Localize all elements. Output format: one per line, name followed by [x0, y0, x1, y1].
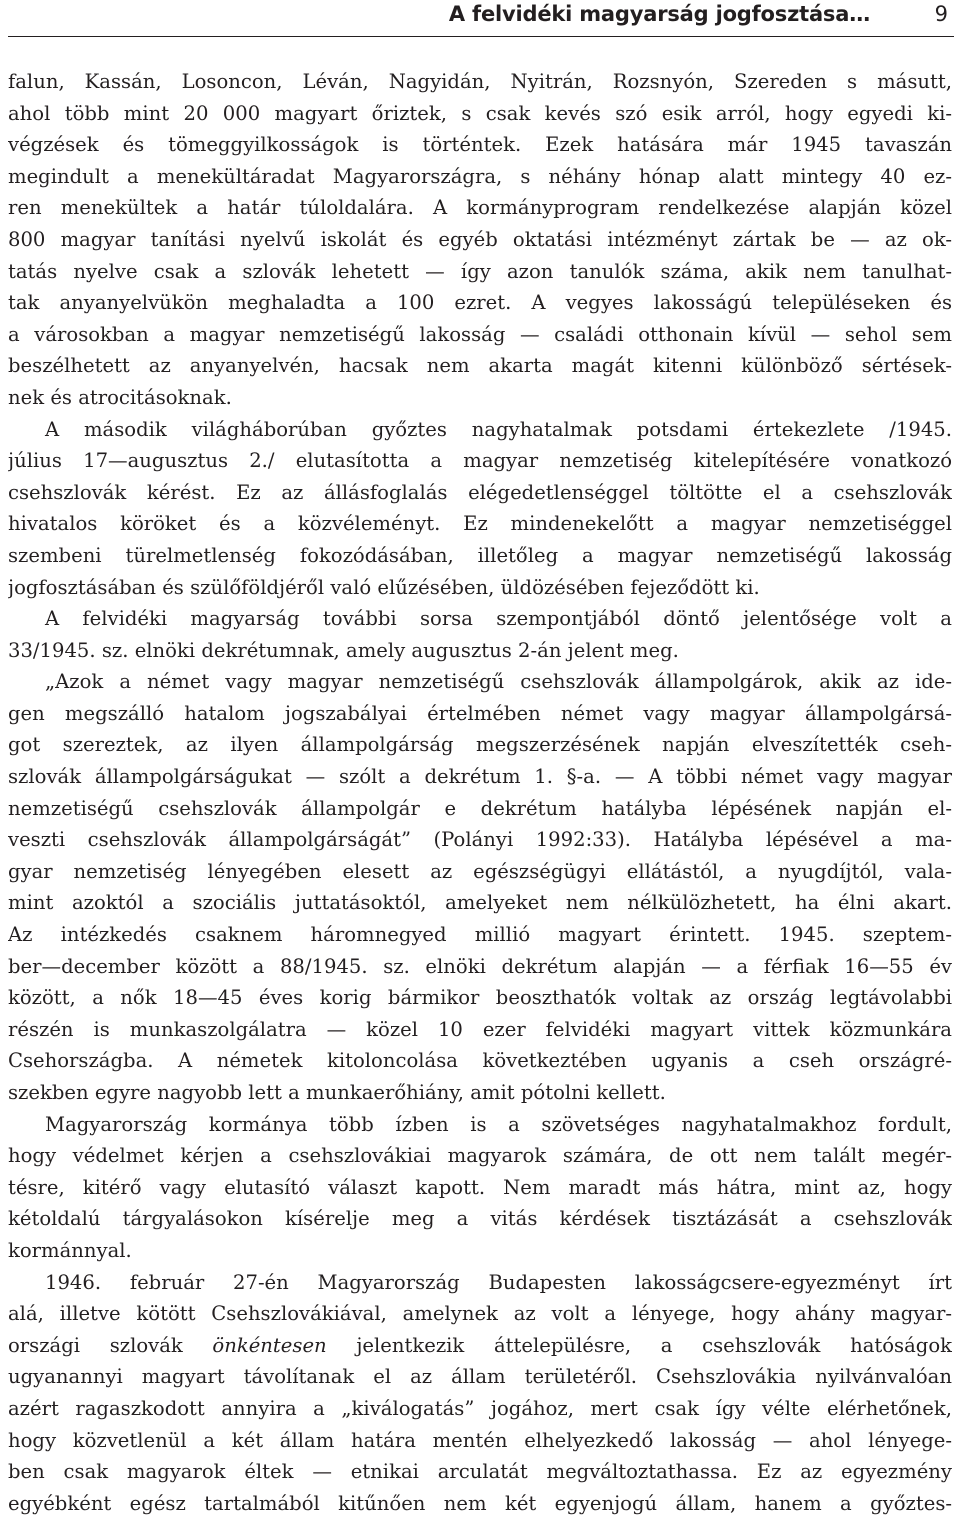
text-line: részén is munkaszolgálatra — közel 10 ezer felvidéki magyart vittek közmunkára [8, 1017, 952, 1041]
text-line: hivatalos köröket és a közvéleményt. Ez mindenekelőtt a magyar nemzetiséggel [8, 512, 952, 536]
text-line: 1946. február 27-én Magyarország Budapesten lakosságcsere-egyezményt írt [45, 1270, 952, 1294]
text-line: tak anyanyelvükön meghaladta a 100 ezret. A vegyes lakosságú településeken és [8, 291, 952, 315]
text-line: ahol több mint 20 000 magyart őriztek, s csak kevés szó esik arról, hogy egyedi ki- [8, 101, 952, 125]
text-line: egyébként egész tartalmából kitűnően nem két egyenjogú állam, hanem a győztes- [8, 1491, 952, 1515]
text-line: ugyanannyi magyart távolítanak el az állam területéről. Csehszlovákia nyilvánvalóan [8, 1365, 952, 1389]
text-line: got szereztek, az ilyen állampolgárság megszerzésének napján elveszítették cseh- [8, 733, 952, 757]
text-line: végzések és tömeggyilkosságok is történtek. Ezek hatására már 1945 tavaszán [8, 133, 952, 157]
text-line: „Azok a német vagy magyar nemzetiségű csehszlovák állampolgárok, akik az ide- [45, 670, 952, 694]
text-line: országi szlovák önkéntesen jelentkezik áttelepülésre, a csehszlovák hatóságok [8, 1333, 952, 1357]
text-line: beszélhetett az anyanyelvén, hacsak nem akarta magát kitenni különböző sértések- [8, 354, 952, 378]
text-line: tésre, kitérő vagy elutasító választ kapott. Nem maradt más hátra, mint az, hogy [8, 1175, 952, 1199]
text-line: nek és atrocitásoknak. [8, 385, 232, 409]
text-line: 33/1945. sz. elnöki dekrétumnak, amely augusztus 2-án jelent meg. [8, 638, 679, 662]
text-line: nemzetiségű csehszlovák állampolgár e dekrétum hatályba lépésének napján el- [8, 796, 952, 820]
text-line: gyar nemzetiség lényegében elesett az egészségügyi ellátástól, a nyugdíjtól, vala- [8, 859, 952, 883]
text-line: 800 magyar tanítási nyelvű iskolát és egyéb oktatási intézményt zártak be — az ok- [8, 227, 952, 251]
text-line: mint azoktól a szociális juttatásoktól, amelyeket nem nélkülözhetett, ha élni akart. [8, 891, 952, 915]
text-line: ren menekültek a határ túloldalára. A kormányprogram rendelkezése alapján közel [8, 196, 952, 220]
text-line: Csehországba. A németek kitoloncolása következtében ugyanis a cseh országré- [8, 1049, 952, 1073]
text-line: kormánnyal. [8, 1238, 132, 1262]
text-line: jogfosztásában és szülőföldjéről való elűzésében, üldözésében fejeződött ki. [8, 575, 760, 599]
text-line: Az intézkedés csaknem háromnegyed millió magyart érintett. 1945. szeptem- [8, 923, 952, 947]
text-line: A második világháborúban győztes nagyhatalmak potsdami értekezlete /1945. [45, 417, 952, 441]
body-text [8, 66, 952, 1519]
text-line: tatás nyelve csak a szlovák lehetett — így azon tanulók száma, akik nem tanulhat- [8, 259, 952, 283]
text-line: hogy közvetlenül a két állam határa mentén elhelyezkedő lakosság — ahol lényege- [8, 1428, 952, 1452]
text-line: ben csak magyarok éltek — etnikai arculatát megváltoztathassa. Ez az egyezmény [8, 1460, 952, 1484]
text-line: között, a nők 18—45 éves korig bármikor beoszthatók voltak az ország legtávolabbi [8, 986, 952, 1010]
running-header [8, 0, 954, 37]
text-line: gen megszálló hatalom jogszabályai értelmében német vagy magyar állampolgársá- [8, 701, 952, 725]
text-line: megindult a menekültáradat Magyarországra, s néhány hónap alatt mintegy 40 ez- [8, 164, 952, 188]
text-line: ber—december között a 88/1945. sz. elnöki dekrétum alapján — a férfiak 16—55 év [8, 954, 952, 978]
text-line: csehszlovák kérést. Ez az állásfoglalás elégedetlenséggel töltötte el a csehszlovák [8, 480, 952, 504]
text-line: veszti csehszlovák állampolgárságát” (Polányi 1992:33). Hatályba lépésével a ma- [8, 828, 952, 852]
text-line: alá, illetve kötött Csehszlovákiával, amelynek az volt a lényege, hogy ahány magyar- [8, 1302, 952, 1326]
text-line: Magyarország kormánya több ízben is a szövetséges nagyhatalmakhoz fordult, [45, 1112, 952, 1136]
text-line: július 17—augusztus 2./ elutasította a magyar nemzetiség kitelepítésére vonatkozó [8, 449, 952, 473]
text-line: szekben egyre nagyobb lett a munkaerőhiány, amit pótolni kellett. [8, 1081, 666, 1104]
text-line: A felvidéki magyarság további sorsa szempontjából döntő jelentősége volt a [45, 607, 952, 631]
text-line: kétoldalú tárgyalásokon kísérelje meg a vitás kérdések tisztázását a csehszlovák [8, 1207, 952, 1231]
text-line: szembeni türelmetlenség fokozódásában, illetőleg a magyar nemzetiségű lakosság [8, 543, 952, 567]
text-line: hogy védelmet kérjen a csehszlovákiai magyarok számára, de ott nem talált megér- [8, 1144, 952, 1168]
text-line: szlovák állampolgárságukat — szólt a dekrétum 1. §-a. — A többi német vagy magyar [8, 765, 952, 789]
text-line: a városokban a magyar nemzetiségű lakosság — családi otthonain kívül — sehol sem [8, 322, 952, 346]
text-line: azért ragaszkodott annyira a „kiválogatás” jogához, mert csak így vélte elérhetőnek, [8, 1396, 952, 1420]
page-number: 9 [934, 2, 948, 26]
header-title: A felvidéki magyarság jogfosztása… [448, 2, 870, 26]
text-line: falun, Kassán, Losoncon, Léván, Nagyidán, Nyitrán, Rozsnyón, Szereden s másutt, [8, 70, 952, 93]
